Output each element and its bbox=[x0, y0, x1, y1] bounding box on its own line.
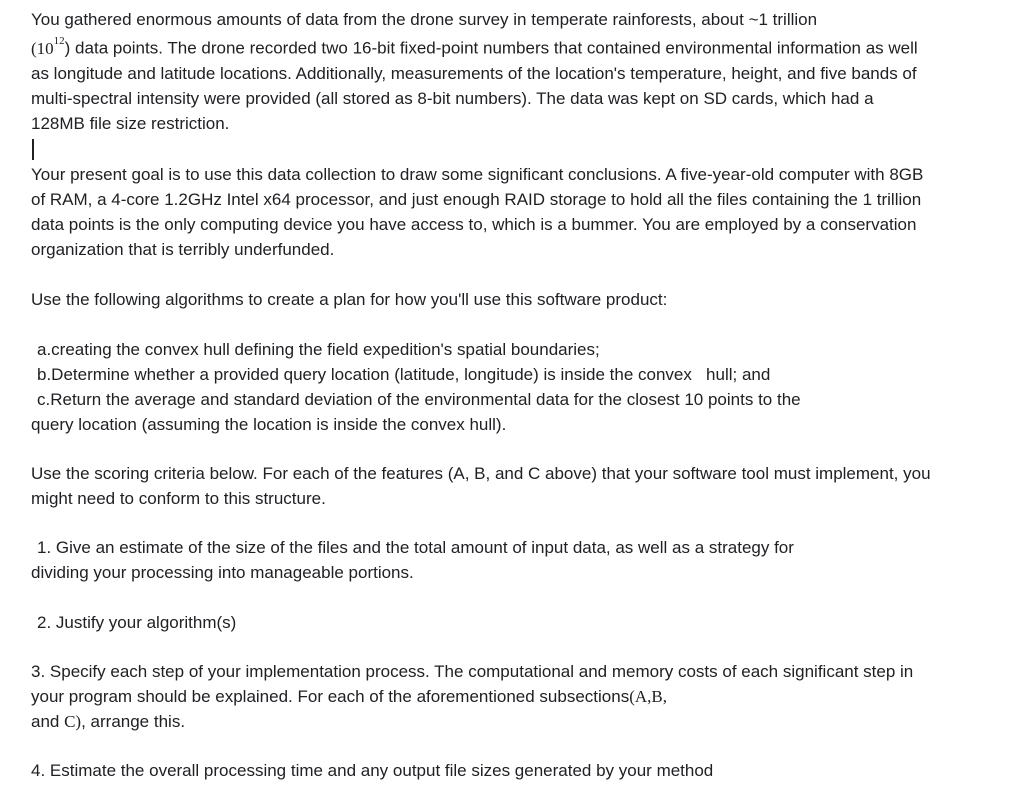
criterion-2: 2. Justify your algorithm(s) bbox=[37, 613, 237, 632]
exponent: 12 bbox=[53, 35, 65, 47]
algorithm-c-rest: query location (assuming the location is inside the convex hull). bbox=[31, 415, 507, 434]
criterion-3-end: , arrange this. bbox=[81, 712, 186, 731]
intro-line-2: ) data points. The drone recorded two 16-bit fixed-point numbers that contained environmental bbox=[64, 38, 773, 58]
criterion-3-serif-a-b: (A,B, bbox=[629, 687, 667, 706]
power-of-ten: ($10^{12}$ bbox=[31, 35, 65, 58]
algorithm-a: a.creating the convex hull defining the field expedition's spatial boundaries; bbox=[37, 340, 600, 359]
criterion-3-serif-c: C) bbox=[64, 712, 82, 731]
criterion-4: 4. Estimate the overall processing time and any output file sizes generated by your method bbox=[31, 761, 714, 780]
algorithms-intro: Use the following algorithms to create a plan for how you'll use this software product: bbox=[31, 290, 668, 309]
goal-paragraph: Your present goal is to use this data collection to draw some significant conclusions. A five-year-old computer with 8GB of RAM, a 4-core 1.2GHz Intel x64 processor, and just enough RAID storage to hold all the files containing the 1 trillion data points is the only computing device you have access to, which is a bummer. You are employed by a conservation organization that is terribly underfunded. bbox=[31, 165, 924, 259]
criterion-3-and: and bbox=[31, 712, 65, 731]
scoring-intro: Use the scoring criteria below. For each of the features (A, B, and C above) that your software tool must implement, you might need to conform to this structure. bbox=[31, 464, 931, 508]
criterion-1-rest: dividing your processing into manageable portions. bbox=[31, 563, 414, 582]
algorithms-list bbox=[31, 337, 931, 437]
criterion-3-text: 3. Specify each step of your implementation process. The computational and memory costs of each significant step in your program should be explained. For each of the aforementioned subsections bbox=[31, 662, 914, 706]
intro-paragraph bbox=[31, 7, 931, 136]
criterion-1-first: 1. Give an estimate of the size of the files and the total amount of input data, as well as a strategy for bbox=[37, 538, 794, 557]
algorithm-b: b.Determine whether a provided query location (latitude, longitude) is inside the convex hull; and bbox=[37, 365, 771, 384]
intro-line-rest: information as well as longitude and latitude locations. Additionally, measurements of the location's temperature, height, and five bands of multi-spectral intensity were provided (all stored as 8-bit numbers). The data was kept on SD cards, which had a 128MB file size restriction. bbox=[31, 38, 918, 133]
criterion-1 bbox=[31, 535, 931, 585]
intro-line-1: You gathered enormous amounts of data from the drone survey in temperate rainforests, about ~1 trillion bbox=[31, 10, 818, 29]
criterion-3 bbox=[31, 659, 931, 734]
text-cursor bbox=[32, 139, 34, 160]
algorithm-c-first: c.Return the average and standard deviation of the environmental data for the closest 10 points to the bbox=[37, 390, 801, 409]
